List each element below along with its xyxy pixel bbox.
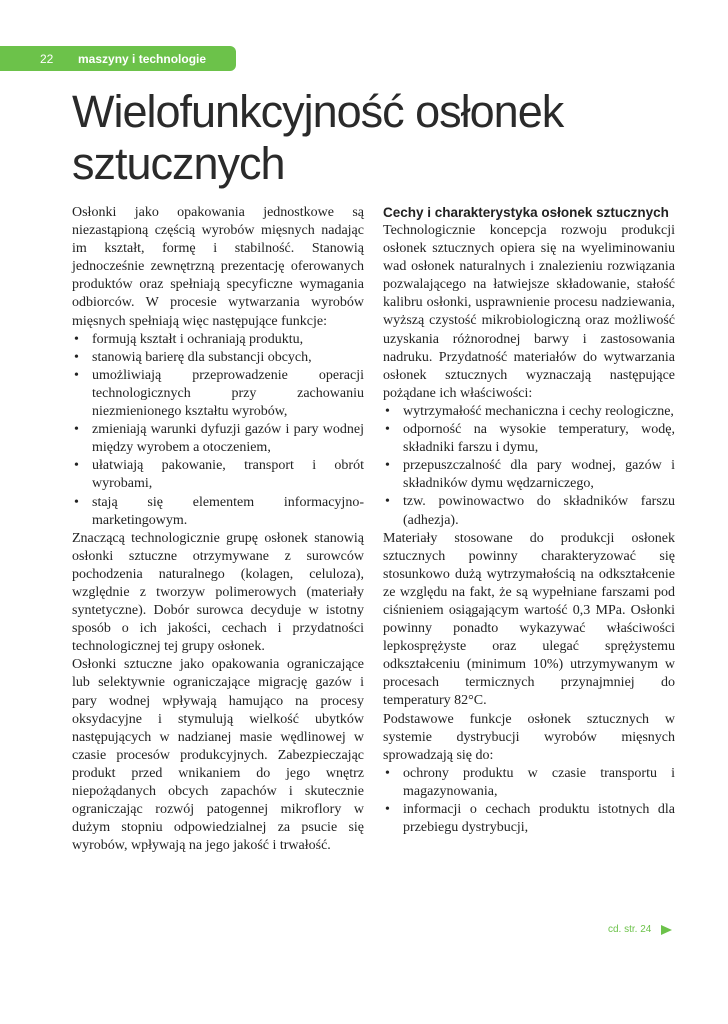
list-item: • ochrony produktu w czasie transportu i magazynowania,: [383, 765, 675, 801]
page-number: 22: [40, 51, 54, 66]
left-bullet-list: [72, 331, 364, 530]
list-item: • stają się elementem informacyjno- marketingowym.: [72, 494, 364, 530]
right-paragraph-1: Technologicznie koncepcja rozwoju produkcji osłonek sztucznych opiera się na wyeliminowaniu wad osłonek naturalnych i znalezieniu rozwiązania pozwalającego na łatwiejsze składowanie, stałość kalibru osłonki, usprawnienie procesu nadziewania, wyższą czystość mikrobiologiczną oraz możliwość uzyskania różnorodnej barwy i zastosowania nadruku. Przydatność materiałów do wytwarzania osłonek sztucznych wyznaczają następujące pożądane ich właściwości:: [383, 223, 675, 401]
left-column: [72, 204, 364, 855]
article-title: Wielofunkcyjność osłonek sztucznych: [72, 86, 564, 189]
list-item: • ułatwiają pakowanie, transport i obrót wyrobami,: [72, 457, 364, 493]
right-column: [383, 204, 675, 837]
list-item: • tzw. powinowactwo do składników farszu (adhezja).: [383, 493, 675, 529]
section-label: maszyny i technologie: [78, 51, 207, 66]
section-heading: Cechy i charakterystyka osłonek sztucznych: [383, 205, 669, 220]
right-paragraph-2: Materiały stosowane do produkcji osłonek sztucznych powinny charakteryzować się stosunkowo dużą wytrzymałością na odkształcenie ze względu na fakt, że są wypełniane farszami pod ciśnieniem osiągającym wartość 0,3 MPa. Osłonki powinny ponadto wykazywać właściwości lepkosprężyste oraz ulegać sprężystemu odkształceniu (minimum 10%) utrzymywanym w procesach termicznych przynajmniej do temperatury 82°C.: [383, 530, 675, 709]
left-paragraph-2: Znaczącą technologicznie grupę osłonek stanowią osłonki sztuczne otrzymywane z surowców pochodzenia naturalnego (kolagen, celuloza), względnie z tworzyw polimerowych (materiały syntetyczne). Dobór surowca decyduje w istotny sposób o ich jakości, cechach i przydatności technologicznej tej grupy osłonek.: [72, 530, 364, 655]
list-item: • zmieniają warunki dyfuzji gazów i pary wodnej między wyrobem a otoczeniem,: [72, 421, 364, 457]
right-paragraph-3: Podstawowe funkcje osłonek sztucznych w systemie dystrybucji wyrobów mięsnych sprowadzają się do:: [383, 711, 675, 763]
list-item: • stanowią barierę dla substancji obcych,: [72, 349, 364, 367]
list-item: • wytrzymałość mechaniczna i cechy reologiczne,: [383, 403, 675, 421]
list-item: • umożliwiają przeprowadzenie operacji technologicznych przy zachowaniu niezmienionego kształtu wyrobów,: [72, 367, 364, 421]
right-bullet-list-1: [383, 403, 675, 530]
list-item: • przepuszczalność dla pary wodnej, gazów i składników dymu wędzarniczego,: [383, 457, 675, 493]
left-paragraph-1: Osłonki jako opakowania jednostkowe są niezastąpioną częścią wyrobów mięsnych nadając im kształt, formę i stabilność. Stanowią jednocześnie zewnętrzną prezentację oferowanych produktów oraz spełniają specyficzne wymagania odbiorców. W procesie wytwarzania wyrobów mięsnych spełniają więc następujące funkcje:: [72, 205, 364, 329]
right-bullet-list-2: [383, 765, 675, 837]
list-item: • formują kształt i ochraniają produktu,: [72, 331, 364, 349]
arrow-right-icon: [661, 925, 672, 935]
section-tab: [0, 46, 236, 71]
continued-link[interactable]: [608, 924, 672, 935]
list-item: • informacji o cechach produktu istotnych dla przebiegu dystrybucji,: [383, 801, 675, 837]
continued-label: cd. str. 24: [608, 924, 652, 935]
list-item: • odporność na wysokie temperatury, wodę, składniki farszu i dymu,: [383, 421, 675, 457]
left-paragraph-3: Osłonki sztuczne jako opakowania ograniczające lub selektywnie ograniczające migrację gazów i pary wodnej wpływają hamująco na procesy oksydacyjne i stymulują wielkość ubytków następujących w nadzianej masie wędlinowej w czasie procesów produkcyjnych. Zabezpieczając produkt przed wnikaniem do jego wnętrz niepożądanych obcych zapachów i skutecznie ograniczając rozwój patogennej mikroflory w dużym stopniu odpowiedzialnej za psucie się wyrobów, wpływają na jego jakość i trwałość.: [72, 657, 364, 854]
